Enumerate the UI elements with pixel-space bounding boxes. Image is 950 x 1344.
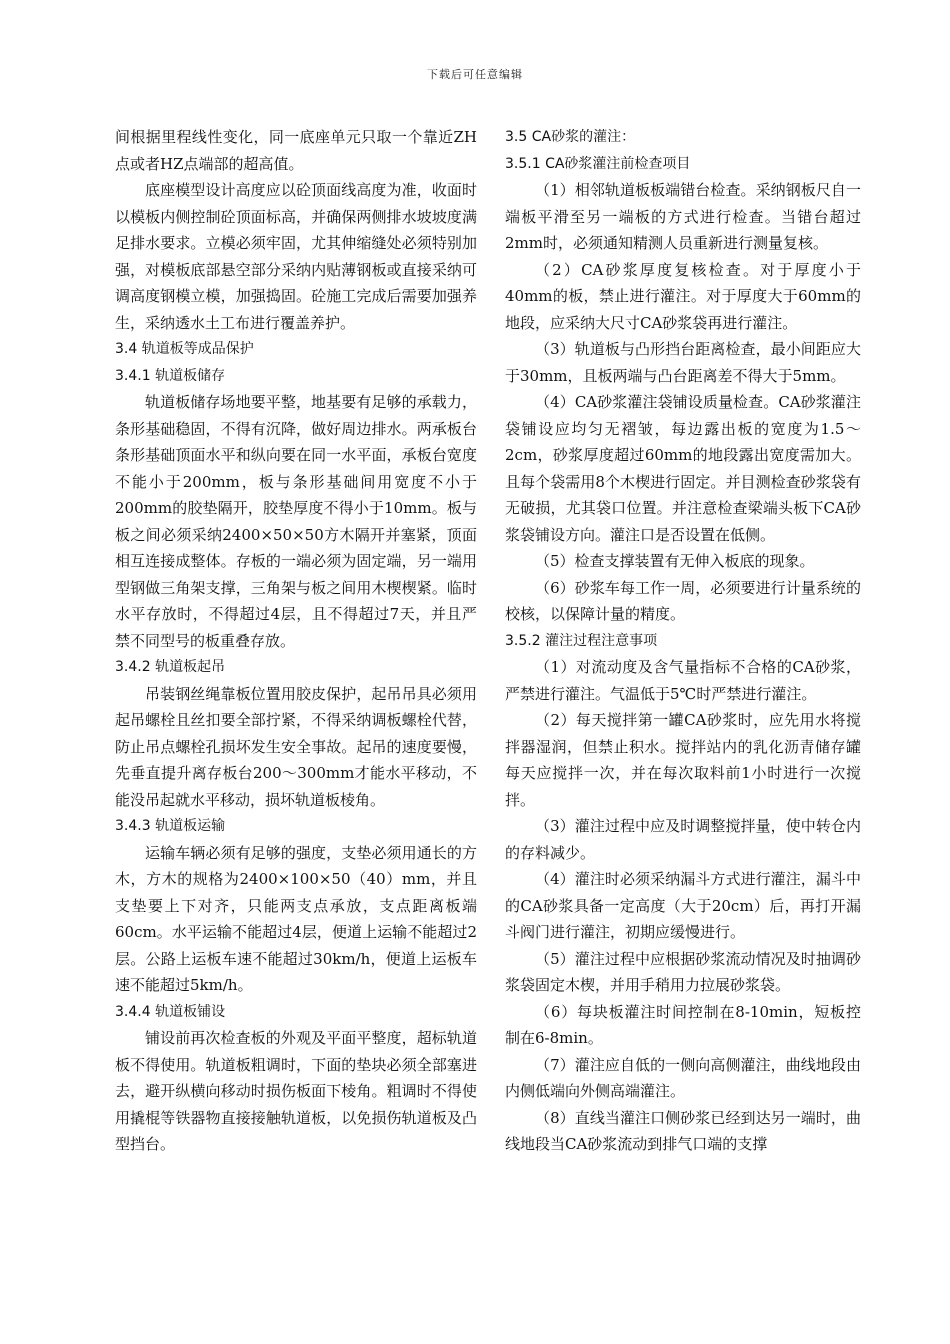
list-item: （2）每天搅拌第一罐CA砂浆时，应先用水将搅拌器湿润，但禁止积水。搅拌站内的乳化沥青储存罐每天应搅拌一次，并在每次取料前1小时进行一次搅拌。: [505, 711, 861, 809]
list-item: （8）直线当灌注口侧砂浆已经到达另一端时，曲线地段当CA砂浆流动到排气口端的支撑: [505, 1108, 861, 1153]
list-item: （1）对流动度及含气量指标不合格的CA砂浆，严禁进行灌注。气温低于5℃时严禁进行灌注。: [505, 658, 861, 703]
paragraph: 吊装钢丝绳靠板位置用胶皮保护，起吊吊具必须用起吊螺栓且丝扣要全部拧紧，不得采纳调板螺栓代替，防止吊点螺栓孔损坏发生安全事故。起吊的速度要慢，先垂直提升离存板台200～300mm才能水平移动，不能没吊起就水平移动，损坏轨道板棱角。: [115, 684, 477, 809]
paragraph: 轨道板储存场地要平整，地基要有足够的承载力，条形基础稳固，不得有沉降，做好周边排水。两承板台条形基础顶面水平和纵向要在同一水平面，承板台宽度不能小于200mm，板与条形基础间用宽度不小于200mm的胶垫隔开，胶垫厚度不得小于10mm。板与板之间必须采纳2400×50×50方木隔开并塞紧，顶面相互连接成整体。存板的一端必须为固定端，另一端用型钢做三角架支撑，三角架与板之间用木楔楔紧。临时水平存放时，不得超过4层，且不得超过7天，并且严禁不同型号的板重叠存放。: [115, 393, 477, 650]
subsection-heading: 3.5.1 CA砂浆灌注前检查项目: [505, 155, 691, 172]
list-item: （2）CA砂浆厚度复核检查。对于厚度小于40mm的板，禁止进行灌注。对于厚度大于60mm的地段，应采纳大尺寸CA砂浆袋再进行灌注。: [505, 260, 861, 332]
subsection-heading: 3.4.3 轨道板运输: [115, 818, 226, 834]
right-column: [505, 124, 861, 1158]
list-item: （6）砂浆车每工作一周，必须要进行计量系统的校核，以保障计量的精度。: [505, 578, 861, 623]
subsection-heading: 3.4.2 轨道板起吊: [115, 659, 226, 675]
paragraph: 底座模型设计高度应以砼顶面线高度为准，收面时以模板内侧控制砼顶面标高，并确保两侧排水坡坡度满足排水要求。立模必须牢固，尤其伸缩缝处必须特别加强，对模板底部悬空部分采纳内贴薄钢板或直接采纳可调高度钢模立模，加强捣固。砼施工完成后需要加强养生，采纳透水土工布进行覆盖养护。: [115, 181, 477, 332]
left-column: [115, 124, 477, 1158]
list-item: （4）灌注时必须采纳漏斗方式进行灌注，漏斗中的CA砂浆具备一定高度（大于20cm）后，再打开漏斗阀门进行灌注，初期应缓慢进行。: [505, 870, 861, 941]
list-item: （1）相邻轨道板板端错台检查。采纳钢板尺自一端板平滑至另一端板的方式进行检查。当错台超过2mm时，必须通知精测人员重新进行测量复核。: [505, 181, 861, 252]
paragraph: 间根据里程线性变化，同一底座单元只取一个靠近ZH点或者HZ点端部的超高值。: [115, 128, 477, 173]
page-header: 下载后可任意编辑: [427, 68, 523, 81]
list-item: （5）灌注过程中应根据砂浆流动情况及时抽调砂浆袋固定木楔，并用手稍用力拉展砂浆袋。: [505, 949, 861, 994]
list-item: （4）CA砂浆灌注袋铺设质量检查。CA砂浆灌注袋铺设应均匀无褶皱，每边露出板的宽度为1.5～2cm，砂浆厚度超过60mm的地段露出宽度需加大。且每个袋需用8个木楔进行固定。并目测检查砂浆袋有无破损，尤其袋口位置。并注意检查梁端头板下CA砂浆袋铺设方向。灌注口是否设置在低侧。: [505, 393, 861, 544]
list-item: （5）检查支撑装置有无伸入板底的现象。: [535, 552, 815, 570]
subsection-heading: 3.4.4 轨道板铺设: [115, 1003, 226, 1020]
paragraph: 铺设前再次检查板的外观及平面平整度，超标轨道板不得使用。轨道板粗调时，下面的垫块必须全部塞进去，避开纵横向移动时损伤板面下棱角。粗调时不得使用撬棍等铁器物直接接触轨道板，以免损伤轨道板及凸型挡台。: [115, 1029, 477, 1153]
section-heading: 3.5 CA砂浆的灌注：: [505, 129, 636, 145]
list-item: （6）每块板灌注时间控制在8-10min，短板控制在6-8min。: [505, 1002, 861, 1047]
list-item: （3）灌注过程中应及时调整搅拌量，使中转仓内的存料减少。: [505, 817, 861, 862]
list-item: （3）轨道板与凸形挡台距离检查，最小间距应大于30mm，且板两端与凸台距离差不得大于5mm。: [505, 340, 861, 385]
paragraph: 运输车辆必须有足够的强度，支垫必须用通长的方木，方木的规格为2400×100×50（40）mm，并且支垫要上下对齐，只能两支点承放，支点距离板端60cm。水平运输不能超过4层，便道上运输不能超过2层。公路上运板车速不能超过30km/h，便道上运板车速不能超过5km/h。: [115, 843, 477, 994]
subsection-heading: 3.5.2 灌注过程注意事项: [505, 632, 658, 649]
subsection-heading: 3.4.1 轨道板储存: [115, 367, 226, 384]
list-item: （7）灌注应自低的一侧向高侧灌注，曲线地段由内侧低端向外侧高端灌注。: [505, 1055, 861, 1100]
section-heading: 3.4 轨道板等成品保护: [115, 341, 254, 357]
